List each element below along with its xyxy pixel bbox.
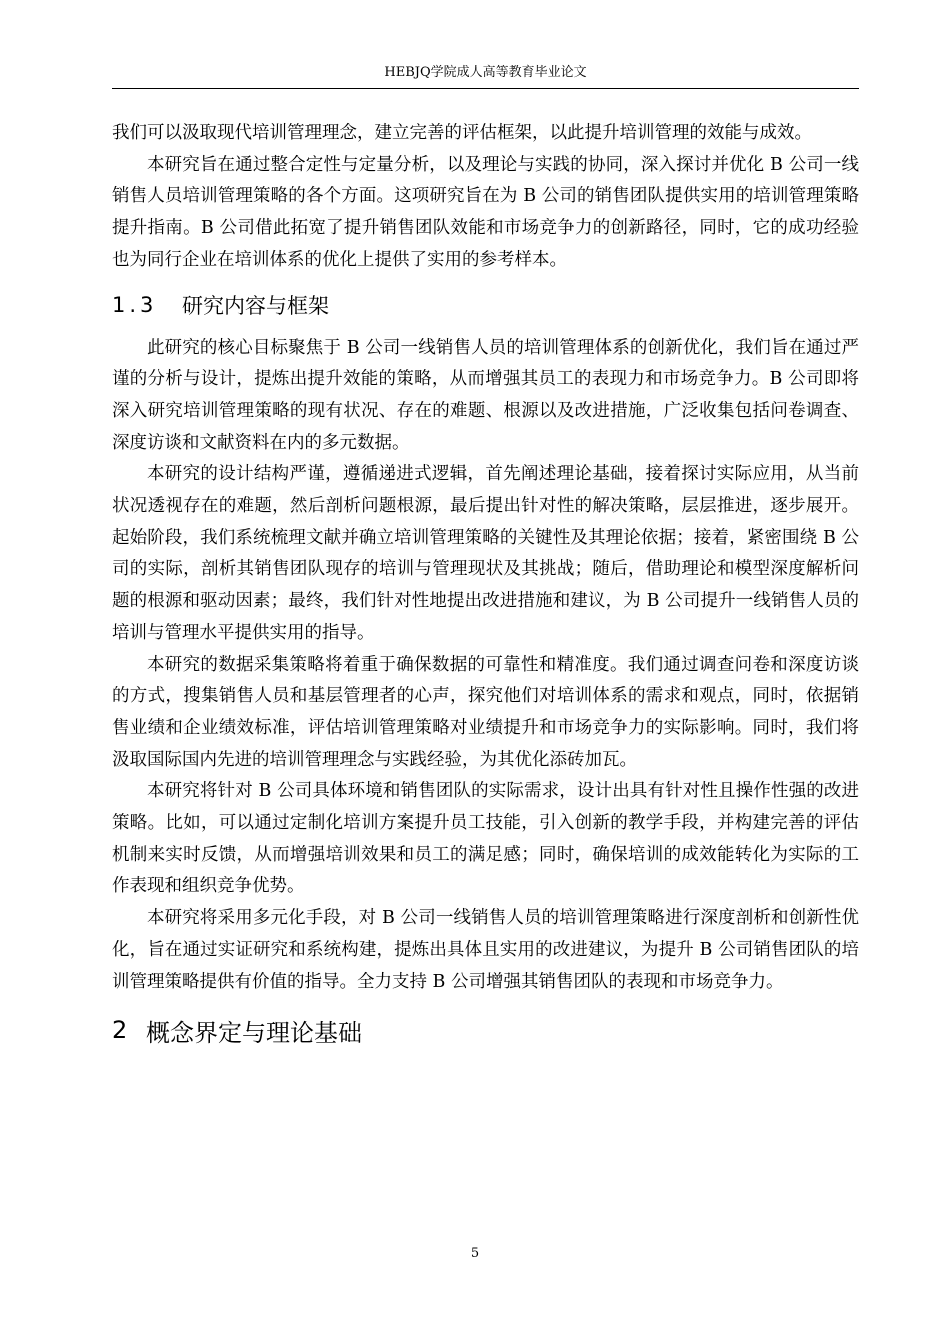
paragraph-improvement-strategy: 本研究将针对 B 公司具体环境和销售团队的实际需求，设计出具有针对性且操作性强的改进策略。比如，可以通过定制化培训方案提升员工技能，引入创新的教学手段，并构建完善的评估机制来实时反馈，从而增强培训效果和员工的满足感；同时，确保培训的成效能转化为实际的工作表现和组织竞争优势。 [112,781,859,897]
page-number: 5 [470,1246,480,1261]
section-title: 研究内容与框架 [182,293,329,318]
document-body [112,118,859,1062]
paragraph-data-collection: 本研究的数据采集策略将着重于确保数据的可靠性和精准度。我们通过调查问卷和深度访谈的方式，搜集销售人员和基层管理者的心声，探究他们对培训体系的需求和观点，同时，依据销售业绩和企业绩效标准，评估培训管理策略对业绩提升和市场竞争力的实际影响。同时，我们将汲取国际国内先进的培训管理理念与实践经验，为其优化添砖加瓦。 [112,654,859,770]
chapter-heading-2 [112,998,859,1062]
chapter-number: 2 [112,1016,128,1045]
section-number: 1.3 [112,292,158,317]
paragraph-summary: 本研究将采用多元化手段，对 B 公司一线销售人员的培训管理策略进行深度剖析和创新性优化，旨在通过实证研究和系统构建，提炼出具体且实用的改进建议，为提升 B 公司销售团队的培训管理策略提供有价值的指导。全力支持 B 公司增强其销售团队的表现和市场竞争力。 [112,908,859,992]
page-header [112,64,859,89]
chapter-title: 概念界定与理论基础 [146,1018,362,1047]
paragraph-continued: 我们可以汲取现代培训管理理念，建立完善的评估框架，以此提升培训管理的效能与成效。 [112,123,812,143]
section-heading-1-3 [112,277,859,333]
paragraph-design-structure: 本研究的设计结构严谨，遵循递进式逻辑，首先阐述理论基础，接着探讨实际应用，从当前状况透视存在的难题，然后剖析问题根源，最后提出针对性的解决策略，层层推进，逐步展开。起始阶段，我们系统梳理文献并确立培训管理策略的关键性及其理论依据；接着，紧密围绕 B 公司的实际，剖析其销售团队现存的培训与管理现状及其挑战；随后，借助理论和模型深度解析问题的根源和驱动因素；最终，我们针对性地提出改进措施和建议，为 B 公司提升一线销售人员的培训与管理水平提供实用的指导。 [112,464,859,643]
paragraph-core-goal: 此研究的核心目标聚焦于 B 公司一线销售人员的培训管理体系的创新优化，我们旨在通过严谨的分析与设计，提炼出提升效能的策略，从而增强其员工的表现力和市场竞争力。B 公司即将深入研究培训管理策略的现有状况、存在的难题、根源以及改进措施，广泛收集包括问卷调查、深度访谈和文献资料在内的多元数据。 [112,337,859,453]
header-title: HEBJQ学院成人高等教育毕业论文 [384,65,587,80]
paragraph-research-aim: 本研究旨在通过整合定性与定量分析，以及理论与实践的协同，深入探讨并优化 B 公司一线销售人员培训管理策略的各个方面。这项研究旨在为 B 公司的销售团队提供实用的培训管理策略提升指南。B 公司借此拓宽了提升销售团队效能和市场竞争力的创新路径，同时，它的成功经验也为同行企业在培训体系的优化上提供了实用的参考样本。 [112,154,859,270]
